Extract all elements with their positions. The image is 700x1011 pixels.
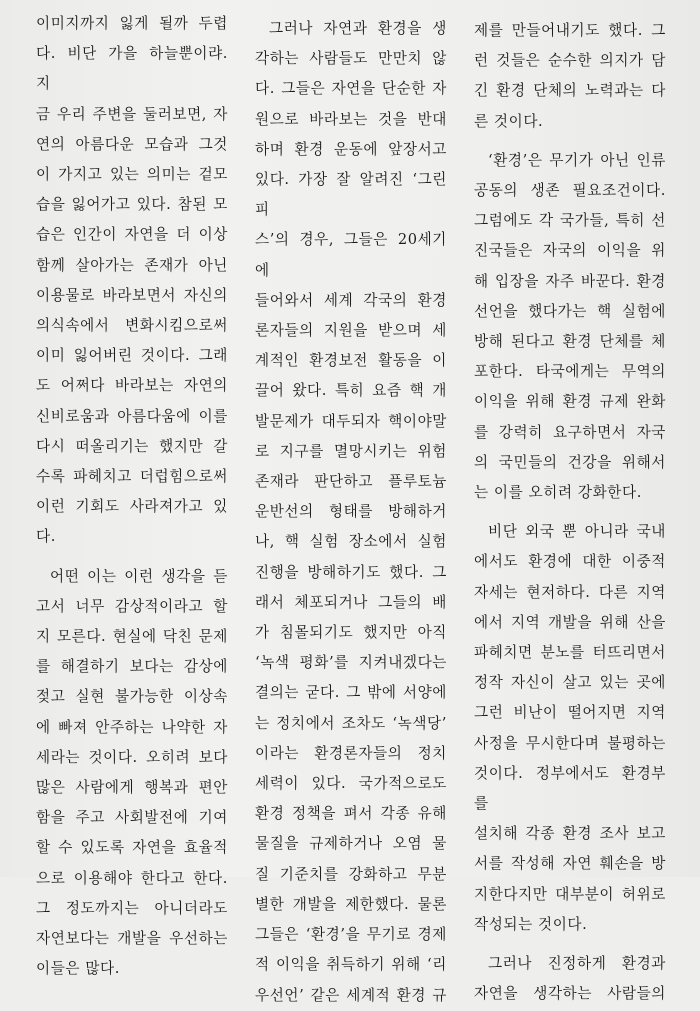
text-line: 스’의 경우, 그들은 20세기에 [255,231,447,279]
text-line: 긴 환경 단체의 노력과는 다 [474,82,666,100]
text-line: 어떤 이는 이런 생각을 듣 [50,567,228,585]
text-line: 이용물로 바라보면서 자신의 [36,286,228,304]
text-line: 서를 작성해 자연 훼손을 방 [474,855,666,873]
text-line: 제를 만들어내기도 했다. 그 [474,22,666,39]
text-line: 발문제가 대두되자 핵이야말 [255,412,447,430]
text-line: 물질을 규제하거나 오염 물 [255,835,447,853]
text-line: 그들은 ‘환경’을 무기로 경제 [255,926,447,944]
text-line: 작성되는 것이다. [474,915,588,933]
text-line: 습은 인간이 자연을 더 이상 [36,226,228,244]
text-line: 해 입장을 자주 바꾼다. 환경 [474,272,666,290]
text-line: 지 모른다. 현실에 닥친 문제 [36,628,228,646]
text-line: 자연을 생각하는 사람들의 [474,985,666,1003]
text-line: 파헤치면 분노를 터뜨리면서 [474,644,666,662]
text-line: 그 정도까지는 아니더라도 [36,899,228,917]
text-line: 에서 지역 개발을 위해 산을 [474,613,666,631]
text-line: 는 이를 오히려 강화한다. [474,484,642,502]
text-line: 존재라 판단하고 플루토늄 [255,473,447,491]
text-line: 운반선의 형태를 방해하거 [255,503,447,521]
text-line: 계적인 환경보전 활동을 이 [255,352,447,370]
text-line: 이 가지고 있는 의미는 겉모 [36,166,228,184]
text-line: 그러나 진정하게 환경과 [488,955,666,973]
text-line: 나, 핵 실험 장소에서 실험 [255,533,447,551]
text-line: 의 국민들의 건강을 위해서 [474,453,666,471]
text-line: 이미지까지 잃게 될까 두렵 [36,15,228,32]
text-line: 금 우리 주변을 둘러보면, 자 [36,105,228,123]
text-line: 그런 비난이 떨어지면 지역 [474,704,666,722]
text-line: 를 해결하기 보다는 감상에 [36,658,228,676]
text-line: 는 정치에서 조차도 ‘녹색당’ [255,714,447,732]
text-line: 젖고 실현 불가능한 이상속 [36,688,228,706]
text-line: 습을 잃어가고 있다. 참된 모 [36,196,228,214]
text-line: 별한 개발을 제한했다. 물론 [255,895,447,913]
text-line: 있다. 가장 잘 알려진 ‘그린피 [255,171,447,219]
text-line: 세력이 있다. 국가적으로도 [255,775,447,793]
text-line: 방해 된다고 환경 단체를 체 [474,333,666,351]
text-column-1 [36,9,228,985]
text-line: 른 것이다. [474,112,544,130]
text-line: 으로 이용해야 한다고 한다. [36,869,228,887]
text-line: 런 것들은 순수한 의지가 담 [474,52,666,70]
text-line: 이런 기회도 사라져가고 있 [36,498,228,516]
text-line: 설치해 각종 환경 조사 보고 [474,825,666,843]
text-line: 포한다. 타국에게는 무역의 [474,363,666,381]
text-line: 많은 사람에게 행복과 편안 [36,779,228,797]
text-line: 에서도 환경에 대한 이중적 [474,553,666,571]
text-line: 원으로 바라보는 것을 반대 [255,110,447,128]
text-line: 그럼에도 각 국가들, 특히 선 [474,212,666,230]
text-line: 연의 아름다운 모습과 그것 [36,135,228,153]
text-line: 다. 그들은 자연을 단순한 자 [255,80,447,98]
text-line: 세라는 것이다. 오히려 보다 [36,748,228,766]
text-line: 선언을 했다가는 핵 실험에 [474,302,666,320]
text-line: 들어와서 세계 각국의 환경 [255,291,447,309]
text-line: 질 기준치를 강화하고 무분 [255,865,447,883]
text-line: 진국들은 자국의 이익을 위 [474,242,666,260]
text-line: 자세는 현저하다. 다른 지역 [474,583,666,601]
text-line: 할 수 있도록 자연을 효율적 [36,839,228,857]
text-line: 결의는 굳다. 그 밖에 서양에 [255,684,447,702]
text-line: 론자들의 지원을 받으며 세 [255,322,447,340]
text-line: 수록 파헤치고 더럽힘으로써 [36,468,228,486]
text-line: ‘환경’은 무기가 아닌 인류 [488,151,666,169]
text-line: 사정을 무시한다며 불평하는 [474,734,666,752]
text-line: 를 강력히 요구하면서 자국 [474,423,666,441]
text-column-2 [255,14,447,1011]
text-line: 이라는 환경론자들의 정치 [255,744,447,762]
text-line: 도 어쩌다 바라보는 자연의 [36,377,228,395]
text-line: 신비로움과 아름다움에 이를 [36,407,228,425]
text-line: 다. 비단 가을 하늘뿐이랴. 지 [36,45,228,93]
text-line: 그러나 자연과 환경을 생 [269,20,447,37]
text-line: 함께 살아가는 존재가 아닌 [36,256,228,274]
text-line: 고서 너무 감상적이라고 할 [36,597,228,615]
text-line: 공동의 생존 필요조건이다. [474,182,666,200]
text-line: 정작 자신이 살고 있는 곳에 [474,674,666,692]
text-line: 다시 떠올리기는 했지만 갈 [36,437,228,455]
text-line: 이익을 위해 환경 규제 완화 [474,393,666,411]
text-line: 지한다지만 대부분이 허위로 [474,885,666,903]
text-line: 각하는 사람들도 만만치 않 [255,50,447,68]
text-line: 에 빠져 안주하는 나약한 자 [36,718,228,736]
text-line: 끌어 왔다. 특히 요즘 핵 개 [255,382,447,400]
text-line: 가 침몰되기도 했지만 아직 [255,624,447,642]
text-line: 래서 체포되거나 그들의 배 [255,593,447,611]
text-line: 적 이익을 취득하기 위해 ‘리 [255,956,447,974]
text-column-3 [474,16,666,1010]
text-line: 것이다. 정부에서도 환경부를 [474,764,666,813]
text-line: 이미 잃어버린 것이다. 그래 [36,347,228,365]
text-line: 환경 정책을 펴서 각종 유해 [255,805,447,823]
text-line: 함을 주고 사회발전에 기여 [36,809,228,827]
text-line: 진행을 방해하기도 했다. 그 [255,563,447,581]
text-line: 이들은 많다. [36,960,120,978]
text-line: 의식속에서 변화시킴으로써 [36,317,228,335]
text-line: 비단 외국 뿐 아니라 국내 [488,523,666,541]
text-line: 우선언’ 같은 세계적 환경 규 [255,986,447,1004]
text-line: 자연보다는 개발을 우선하는 [36,930,228,948]
text-line: 다. [36,528,56,546]
text-line: ‘녹색 평화’를 지켜내겠다는 [255,654,447,672]
text-line: 하며 환경 운동에 앞장서고 [255,140,447,158]
text-line: 로 지구를 멸망시키는 위험 [255,442,447,460]
